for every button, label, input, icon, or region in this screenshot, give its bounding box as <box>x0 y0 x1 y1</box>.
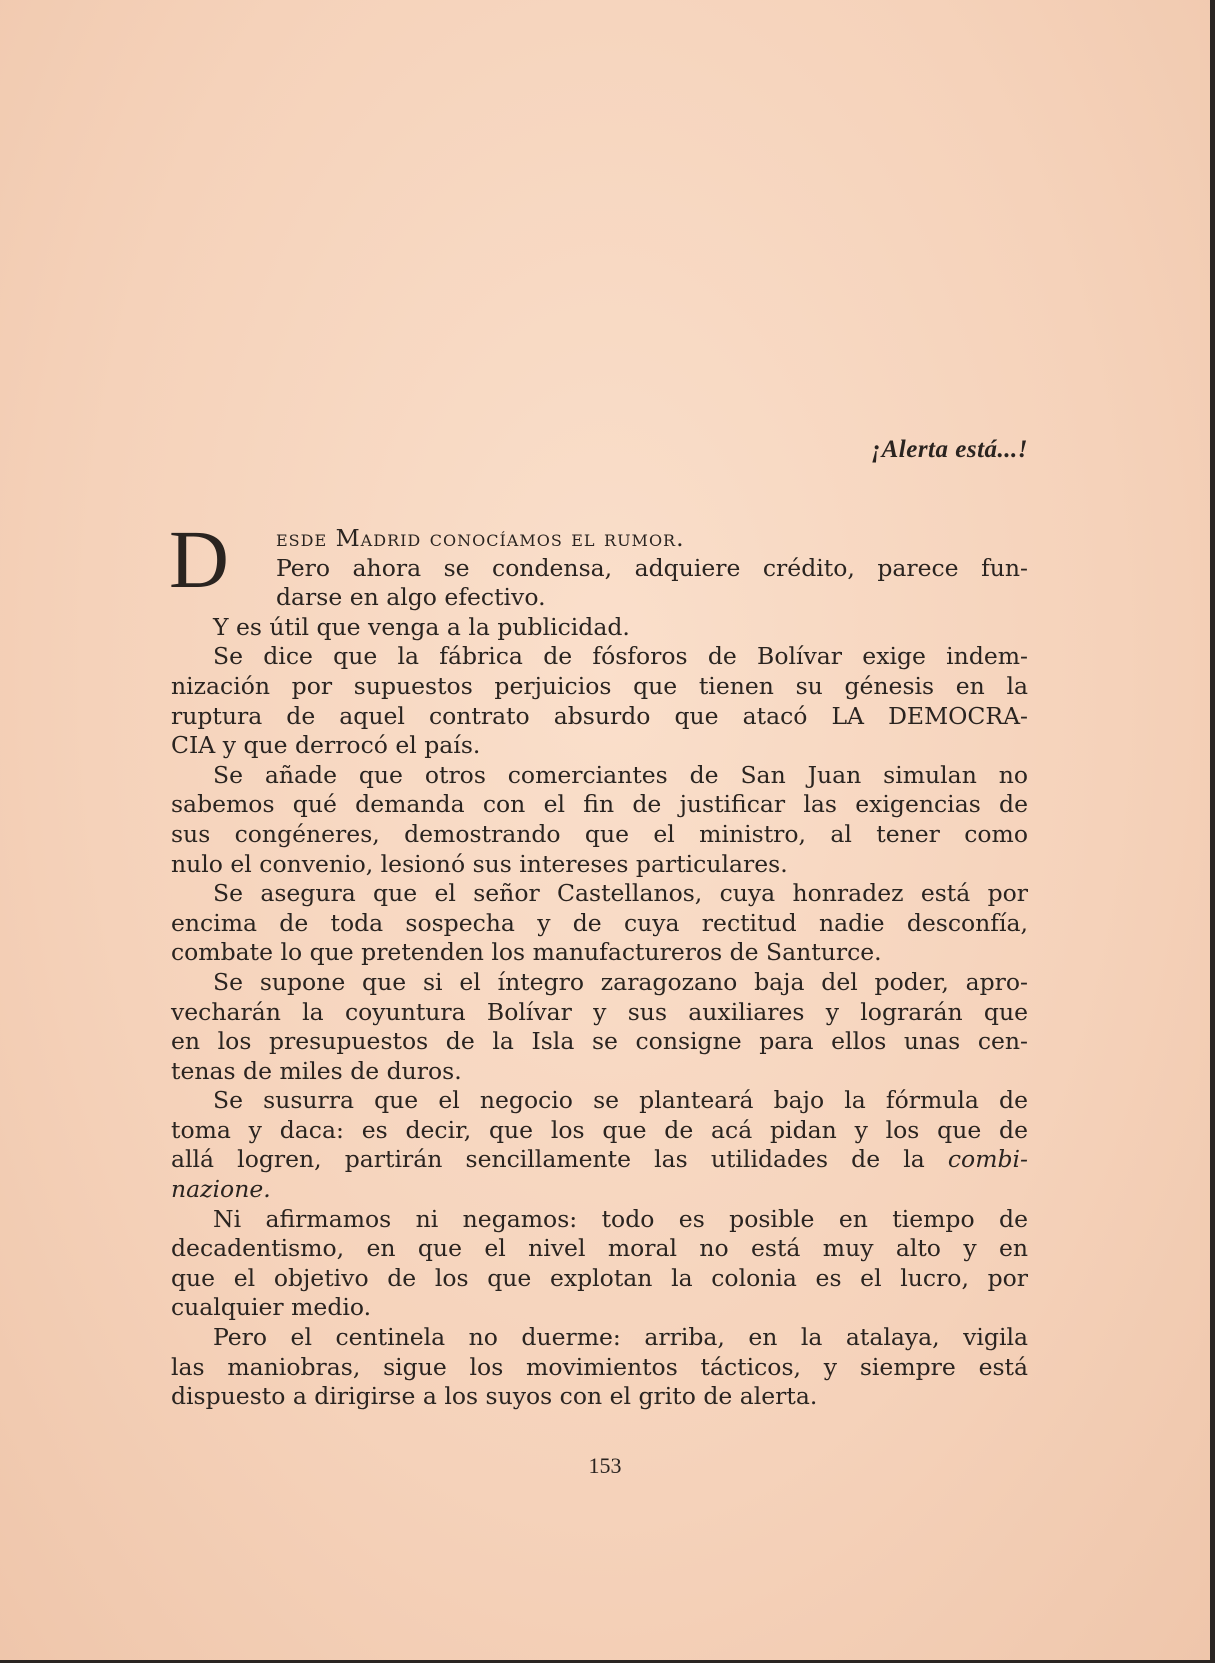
text-line <box>171 672 1028 702</box>
drop-cap-letter: D <box>169 513 229 605</box>
text-line <box>171 998 1028 1028</box>
article-body <box>169 513 1028 1412</box>
text-line-content: Se supone que si el íntegro zaragozano baja del poder, apro- <box>213 967 1028 996</box>
text-line-content: las maniobras, sigue los movimientos tácticos, y siempre está <box>171 1352 1028 1381</box>
text-line <box>171 1205 1028 1235</box>
text-line <box>171 642 1028 672</box>
text-line <box>171 1086 1028 1116</box>
text-line <box>171 879 1028 909</box>
text-line-content: tenas de miles de duros. <box>171 1056 462 1085</box>
text-line-content: CIA y que derrocó el país. <box>171 731 481 760</box>
text-line-content: darse en algo efectivo. <box>276 583 546 612</box>
text-line-content: Ni afirmamos ni negamos: todo es posible en tiempo de <box>213 1204 1028 1233</box>
text-line <box>171 583 1028 613</box>
text-line-content: que el objetivo de los que explotan la colonia es el lucro, por <box>171 1263 1028 1292</box>
text-line-content: Y es útil que venga a la publicidad. <box>213 612 630 641</box>
italic-word: nazione. <box>171 1175 271 1204</box>
text-line-content: Se asegura que el señor Castellanos, cuya honradez está por <box>213 879 1028 908</box>
italic-word: combi- <box>947 1145 1028 1174</box>
text-line <box>171 938 1028 968</box>
text-line <box>171 1382 1028 1412</box>
text-line-content: Pero ahora se condensa, adquiere crédito, parece fun- <box>276 553 1028 582</box>
text-line-content: cualquier medio. <box>171 1293 372 1322</box>
text-line <box>171 968 1028 998</box>
text-line <box>171 1175 1028 1205</box>
text-line-content: nización por supuestos perjuicios que tienen su génesis en la <box>171 671 1028 700</box>
text-line-content: Pero el centinela no duerme: arriba, en la atalaya, vigila <box>213 1323 1028 1352</box>
text-line-content: sabemos qué demanda con el fin de justificar las exigencias de <box>171 790 1028 819</box>
text-line-content: Se dice que la fábrica de fósforos de Bolívar exige indem- <box>213 642 1028 671</box>
text-line-content: Se susurra que el negocio se planteará bajo la fórmula de <box>213 1086 1028 1115</box>
text-line-content: combate lo que pretenden los manufactureros de Santurce. <box>171 938 882 967</box>
text-line <box>171 731 1028 761</box>
text-line <box>171 820 1028 850</box>
text-line-content: ruptura de aquel contrato absurdo que atacó LA DEMOCRA- <box>171 701 1028 730</box>
text-line <box>171 1323 1028 1353</box>
text-line <box>171 1293 1028 1323</box>
text-line-content: nulo el convenio, lesionó sus intereses particulares. <box>171 849 788 878</box>
article-title: ¡Alerta está...! <box>871 436 1028 463</box>
text-line <box>171 613 1028 643</box>
text-line-content: Se añade que otros comerciantes de San Juan simulan no <box>213 760 1028 789</box>
text-line-content: en los presupuestos de la Isla se consigne para ellos unas cen- <box>171 1027 1028 1056</box>
text-line <box>171 1116 1028 1146</box>
text-line <box>171 850 1028 880</box>
opening-line: esde Madrid conocíamos el rumor. <box>276 524 685 552</box>
text-line <box>171 1234 1028 1264</box>
text-line <box>171 1353 1028 1383</box>
text-line-content: dispuesto a dirigirse a los suyos con el grito de alerta. <box>171 1382 818 1411</box>
text-line <box>171 702 1028 732</box>
text-line <box>171 761 1028 791</box>
text-line-content: sus congéneres, demostrando que el ministro, al tener como <box>171 819 1028 848</box>
text-line-content: allá logren, partirán sencillamente las utilidades de la <box>171 1145 925 1174</box>
text-line <box>171 1057 1028 1087</box>
text-line <box>171 554 1028 584</box>
text-line <box>171 790 1028 820</box>
text-line-content: encima de toda sospecha y de cuya rectitud nadie desconfía, <box>171 908 1028 937</box>
text-line <box>171 1027 1028 1057</box>
text-line-content: vecharán la coyuntura Bolívar y sus auxiliares y lograrán que <box>171 997 1028 1026</box>
text-line-content: toma y daca: es decir, que los que de acá pidan y los que de <box>171 1115 1028 1144</box>
text-line-content: decadentismo, en que el nivel moral no está muy alto y en <box>171 1234 1028 1263</box>
page-number: 153 <box>588 1453 622 1478</box>
text-line <box>171 909 1028 939</box>
text-line <box>171 1264 1028 1294</box>
text-line <box>171 1145 1028 1175</box>
